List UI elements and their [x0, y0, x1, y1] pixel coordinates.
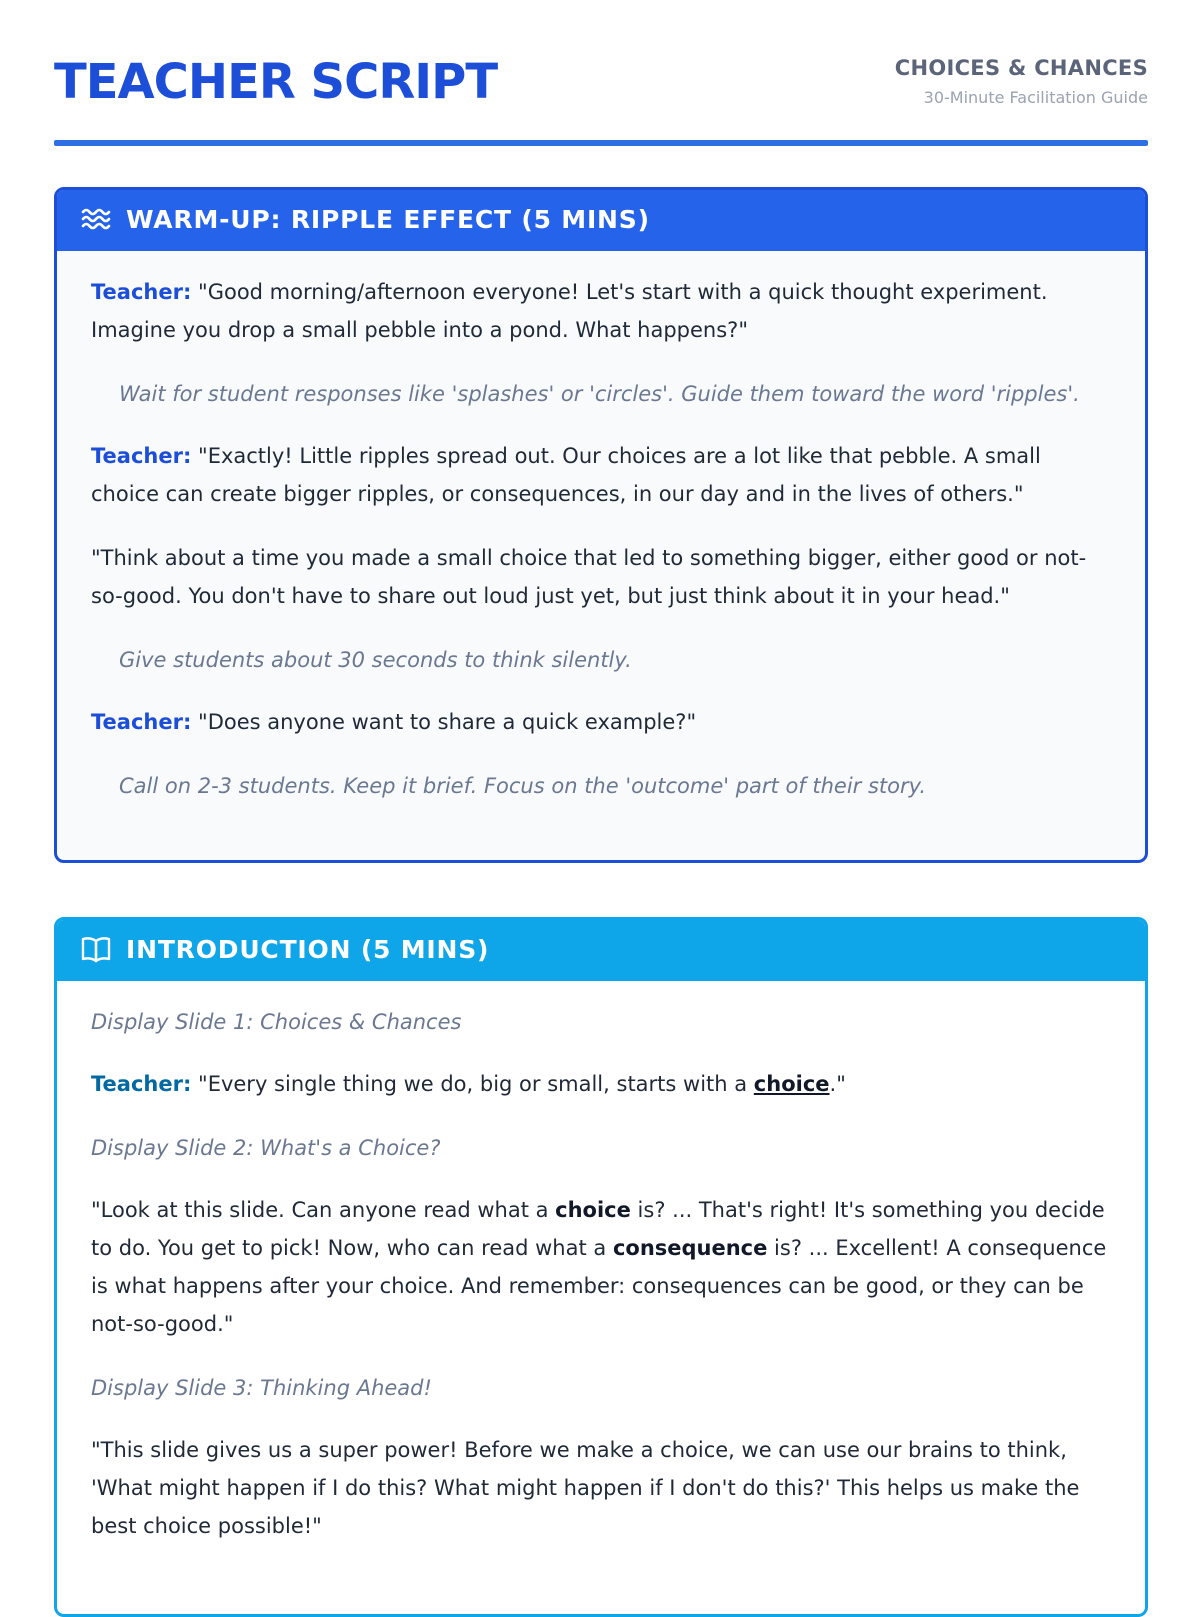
intro-body — [57, 981, 1145, 1545]
term-consequence: consequence — [612, 1236, 768, 1260]
header-divider — [54, 140, 1148, 146]
slide-cue: Display Slide 3: Thinking Ahead! — [91, 1376, 432, 1400]
script-line: "This slide gives us a super power! Before we make a choice, we can use our brains to think, 'What might happen if I do this? What might happen if I don't do this?' This helps us make the best choice possible!" — [91, 1438, 1080, 1538]
dialogue: "Does anyone want to share a quick example?" — [191, 710, 697, 734]
speaker-label: Teacher: — [91, 1072, 192, 1096]
script-line — [91, 703, 1111, 741]
stage-note: Call on 2-3 students. Keep it brief. Focus on the 'outcome' part of their story. — [119, 774, 927, 798]
warmup-body — [57, 251, 1145, 805]
book-open-icon — [80, 935, 112, 963]
guide-subtitle: 30-Minute Facilitation Guide — [923, 88, 1148, 107]
term-choice: choice — [555, 1198, 631, 1222]
dialogue: is? ... Excellent! A consequence is what happens after your choice. And remember: consequences can be good, or they can be not-so-good." — [91, 1236, 1107, 1336]
page-header — [54, 48, 1148, 143]
dialogue: "Exactly! Little ripples spread out. Our choices are a lot like that pebble. A small choice can create bigger ripples, or consequences, in our day and in the lives of others." — [91, 444, 1041, 506]
dialogue: "Every single thing we do, big or small, starts with a — [191, 1072, 754, 1096]
dialogue: "Look at this slide. Can anyone read what a — [91, 1198, 556, 1222]
speaker-label: Teacher: — [91, 280, 192, 304]
speaker-label: Teacher: — [91, 444, 192, 468]
warmup-card — [54, 187, 1148, 863]
warmup-heading: WARM-UP: RIPPLE EFFECT (5 MINS) — [126, 204, 650, 234]
script-line — [91, 273, 1111, 349]
waves-icon — [80, 206, 112, 232]
dialogue-end: ." — [829, 1072, 846, 1096]
warmup-header — [54, 187, 1148, 251]
intro-header — [54, 917, 1148, 981]
term-choice: choice — [753, 1072, 830, 1096]
dialogue: "Good morning/afternoon everyone! Let's start with a quick thought experiment. Imagine you drop a small pebble into a pond. What happens?" — [91, 280, 1048, 342]
slide-cue: Display Slide 2: What's a Choice? — [91, 1136, 441, 1160]
stage-note: Give students about 30 seconds to think silently. — [119, 648, 632, 672]
slide-cue: Display Slide 1: Choices & Chances — [91, 1010, 462, 1034]
script-line — [91, 437, 1111, 513]
introduction-card — [54, 917, 1148, 1617]
intro-heading: INTRODUCTION (5 MINS) — [126, 934, 490, 964]
script-line — [91, 1191, 1111, 1343]
stage-note: Wait for student responses like 'splashes' or 'circles'. Guide them toward the word 'ripples'. — [119, 382, 1080, 406]
header-meta — [895, 56, 1148, 107]
page-title: TEACHER SCRIPT — [54, 54, 498, 110]
script-line — [91, 1065, 1111, 1103]
script-line: "Think about a time you made a small choice that led to something bigger, either good or not-so-good. You don't have to share out loud just yet, but just think about it in your head." — [91, 546, 1087, 608]
speaker-label: Teacher: — [91, 710, 192, 734]
program-name: CHOICES & CHANCES — [894, 56, 1148, 80]
dialogue: is? ... That's right! It's something you decide to do. You get to pick! Now, who can read what a — [91, 1198, 1105, 1260]
